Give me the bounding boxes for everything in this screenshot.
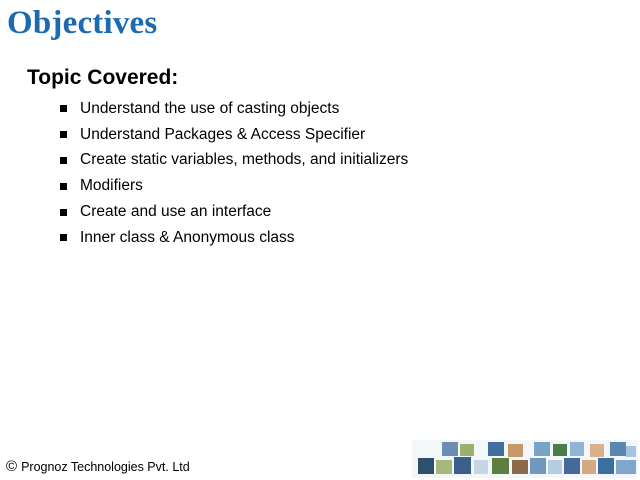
bullet-text: Understand Packages & Access Specifier [80, 125, 366, 143]
bullet-text: Create and use an interface [80, 203, 272, 221]
bullet-text: Modifiers [80, 177, 143, 195]
square-bullet-icon [60, 234, 67, 241]
bullet-item [60, 199, 408, 225]
bullet-item [60, 225, 408, 251]
footer-company: Prognoz Technologies Pvt. Ltd [21, 460, 190, 474]
square-bullet-icon [60, 131, 67, 138]
bullet-list [60, 96, 408, 251]
bullet-item [60, 96, 408, 122]
slide-title: Objectives [7, 5, 158, 41]
bullet-item [60, 122, 408, 148]
photo-strip-banner [412, 440, 638, 478]
square-bullet-icon [60, 105, 67, 112]
bullet-text: Understand the use of casting objects [80, 99, 340, 117]
square-bullet-icon [60, 183, 67, 190]
slide-subtitle: Topic Covered: [27, 66, 179, 89]
bullet-item [60, 173, 408, 199]
square-bullet-icon [60, 157, 67, 164]
bullet-text: Inner class & Anonymous class [80, 228, 295, 246]
footer-copyright [6, 459, 190, 475]
bullet-item [60, 148, 408, 174]
square-bullet-icon [60, 209, 67, 216]
copyright-icon: © [6, 458, 18, 475]
bullet-text: Create static variables, methods, and initializers [80, 151, 409, 169]
